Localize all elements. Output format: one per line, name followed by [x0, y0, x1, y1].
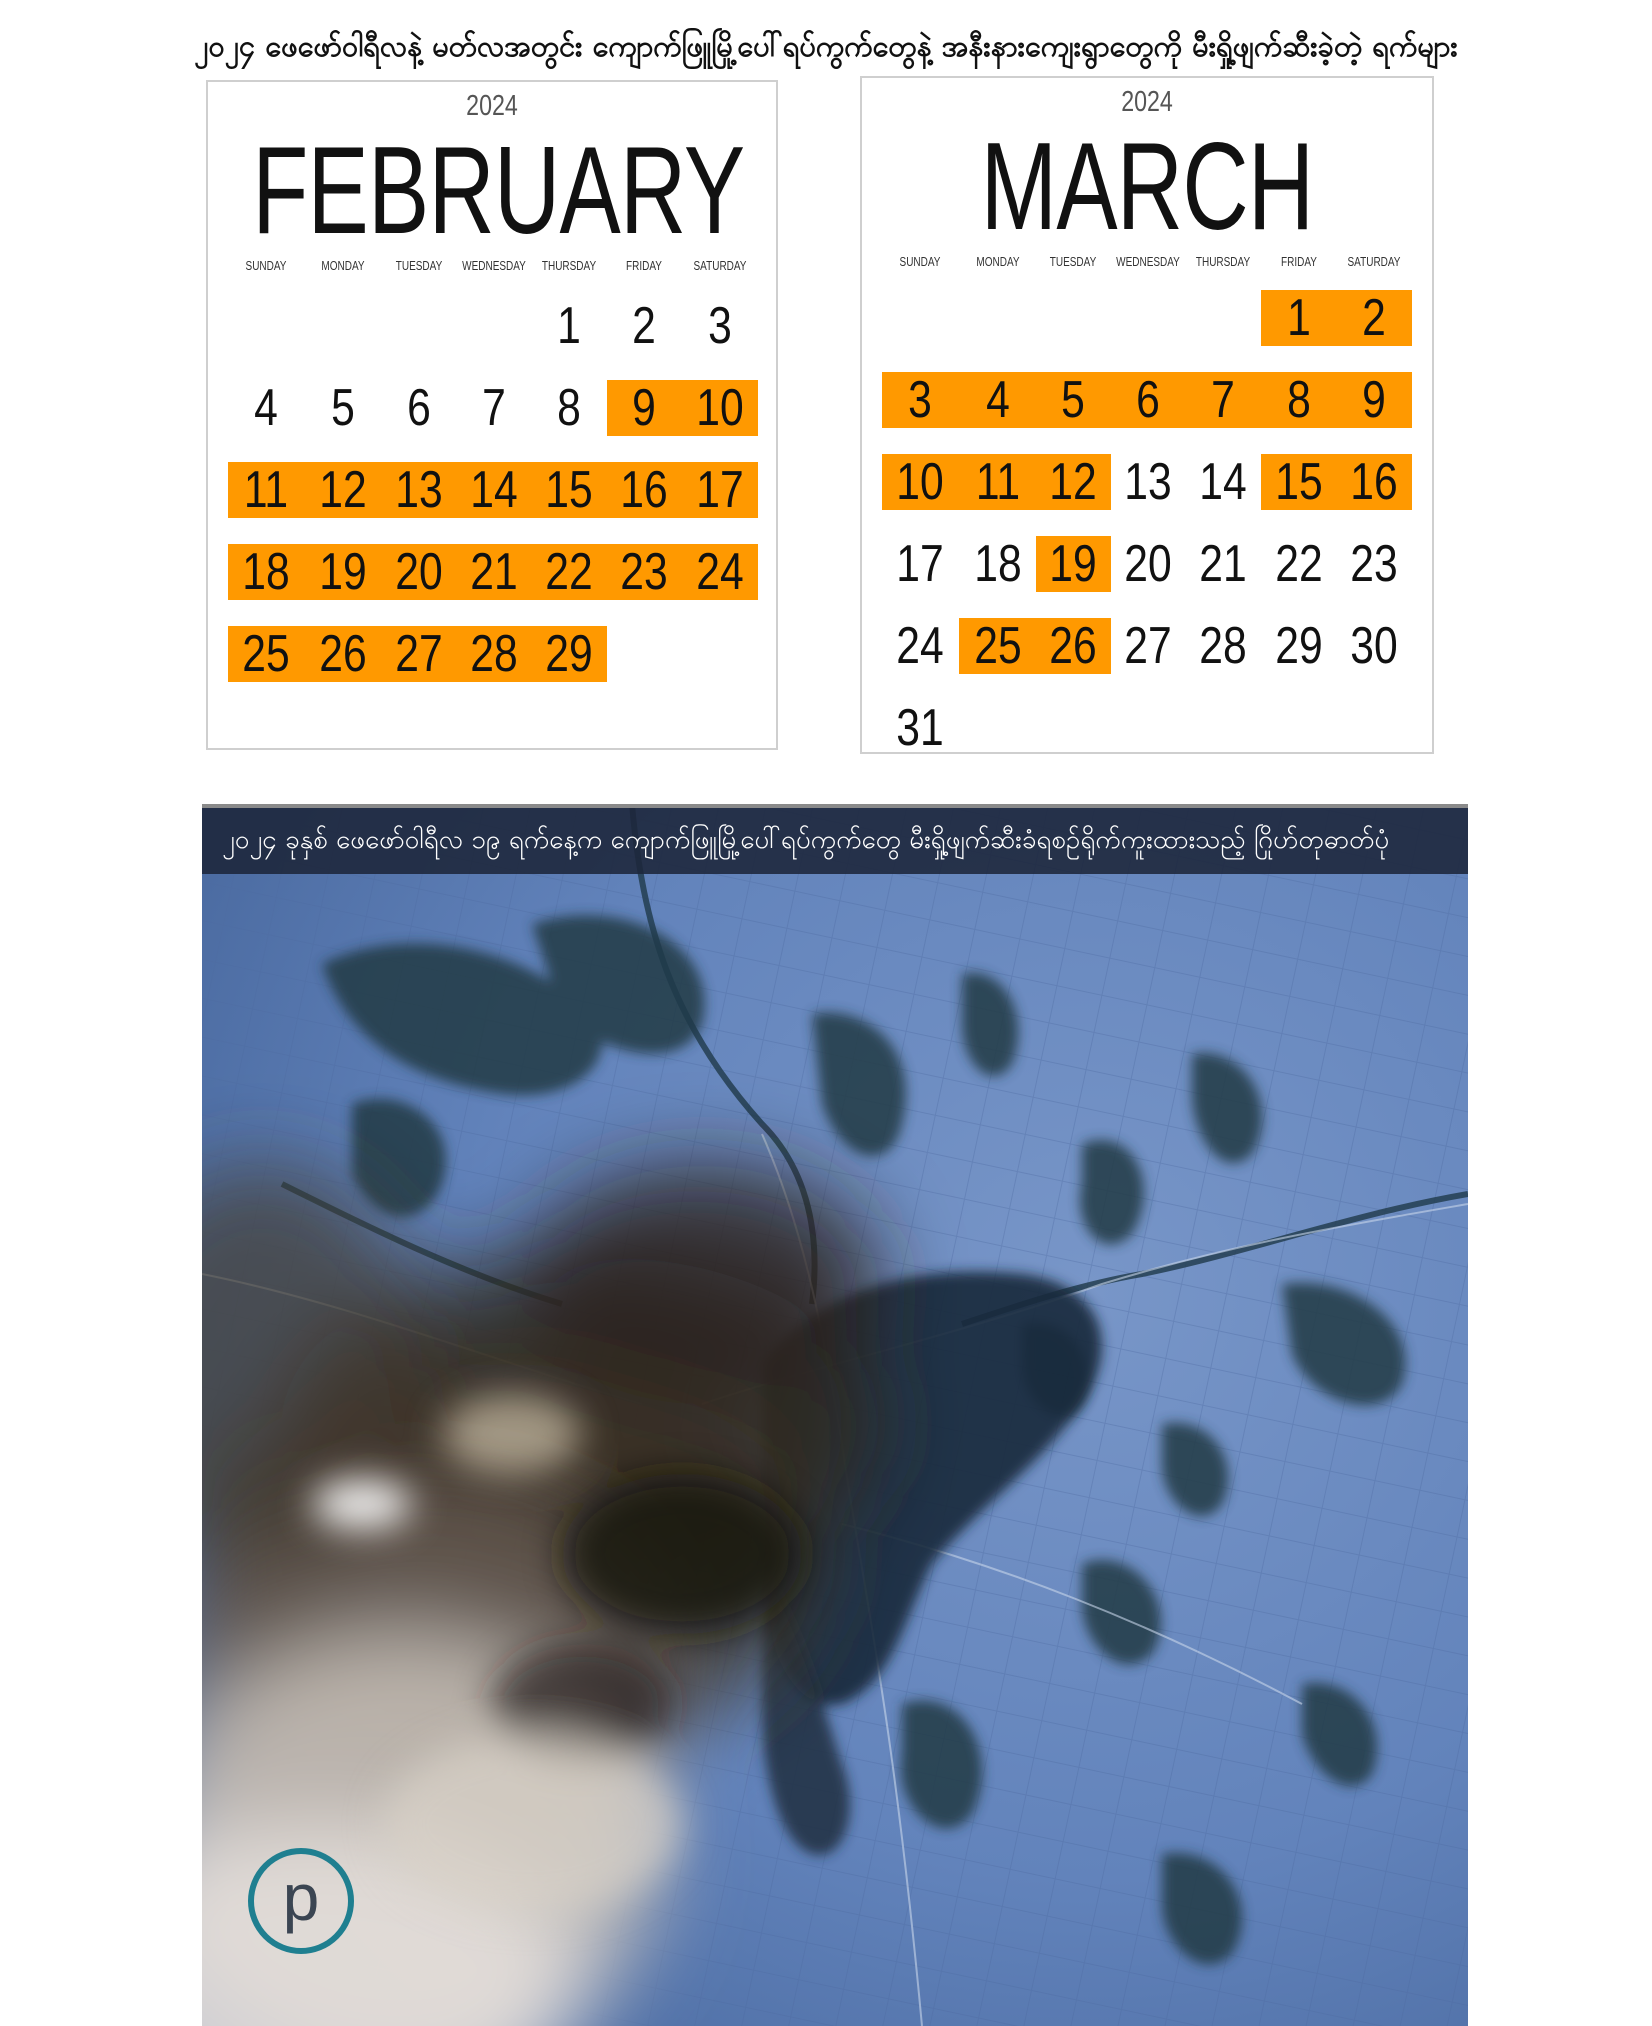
- day-20-highlighted: 20: [395, 543, 443, 601]
- day-17: 17: [896, 535, 944, 593]
- day-9-highlighted: 9: [632, 379, 656, 437]
- weekday-saturday: SATURDAY: [1347, 255, 1401, 269]
- day-14: 14: [1199, 453, 1247, 511]
- day-20: 20: [1124, 535, 1172, 593]
- image-caption: ၂၀၂၄ ခုနှစ် ဖေဖော်ဝါရီလ ၁၉ ရက်နေ့က ကျောက်ဖြူမြို့ပေါ်ရပ်ကွက်တွေ မီးရှို့ဖျက်ဆီးခံရစဉ်ရိုက်ကူးထားသည့် ဂြိုဟ်တုဓာတ်ပုံ: [222, 825, 1390, 855]
- day-2: 2: [632, 297, 656, 355]
- day-3-highlighted: 3: [908, 371, 932, 429]
- day-10-highlighted: 10: [696, 379, 744, 437]
- day-1: 1: [557, 297, 581, 355]
- day-13: 13: [1124, 453, 1172, 511]
- day-26-highlighted: 26: [319, 625, 367, 683]
- calendar-month-title: MARCH: [980, 118, 1314, 256]
- day-28-highlighted: 28: [470, 625, 518, 683]
- logo-letter: p: [282, 1860, 320, 1934]
- caption-bar: [202, 804, 1468, 874]
- day-8: 8: [557, 379, 581, 437]
- day-18: 18: [974, 535, 1022, 593]
- day-19-highlighted: 19: [319, 543, 367, 601]
- day-5: 5: [331, 379, 355, 437]
- weekday-monday: MONDAY: [321, 259, 365, 273]
- day-19-highlighted: 19: [1049, 535, 1097, 593]
- weekday-wednesday: WEDNESDAY: [462, 259, 526, 273]
- calendar-year: 2024: [1121, 86, 1173, 118]
- day-16-highlighted: 16: [620, 461, 668, 519]
- calendar-february: [206, 80, 778, 750]
- weekday-tuesday: TUESDAY: [395, 259, 443, 273]
- day-21: 21: [1199, 535, 1247, 593]
- weekday-monday: MONDAY: [976, 255, 1020, 269]
- day-29: 29: [1275, 617, 1323, 675]
- day-25-highlighted: 25: [242, 625, 290, 683]
- day-24-highlighted: 24: [696, 543, 744, 601]
- weekday-tuesday: TUESDAY: [1049, 255, 1097, 269]
- day-28: 28: [1199, 617, 1247, 675]
- day-23-highlighted: 23: [620, 543, 668, 601]
- headline: ၂၀၂၄ ဖေဖော်ဝါရီလနဲ့ မတ်လအတွင်း ကျောက်ဖြူမြို့ပေါ်ရပ်ကွက်တွေနဲ့ အနီးနားကျေးရွာတွေကို မီးရှို့ဖျက်ဆီးခဲ့တဲ့ ရက်များ: [194, 29, 1458, 63]
- day-24: 24: [896, 617, 944, 675]
- publisher-logo: [246, 1846, 356, 1956]
- day-6-highlighted: 6: [1136, 371, 1160, 429]
- day-5-highlighted: 5: [1061, 371, 1085, 429]
- day-12-highlighted: 12: [319, 461, 367, 519]
- satellite-imagery: [202, 804, 1468, 2026]
- day-6: 6: [407, 379, 431, 437]
- day-26-highlighted: 26: [1049, 617, 1097, 675]
- day-14-highlighted: 14: [470, 461, 518, 519]
- day-18-highlighted: 18: [242, 543, 290, 601]
- weekday-friday: FRIDAY: [626, 259, 662, 273]
- weekday-saturday: SATURDAY: [693, 259, 747, 273]
- day-31: 31: [896, 699, 944, 757]
- day-15-highlighted: 15: [1275, 453, 1323, 511]
- weekday-sunday: SUNDAY: [899, 255, 941, 269]
- day-7-highlighted: 7: [1211, 371, 1235, 429]
- weekday-friday: FRIDAY: [1281, 255, 1317, 269]
- day-10-highlighted: 10: [896, 453, 944, 511]
- day-27-highlighted: 27: [395, 625, 443, 683]
- day-7: 7: [482, 379, 506, 437]
- day-30: 30: [1350, 617, 1398, 675]
- day-21-highlighted: 21: [470, 543, 518, 601]
- weekday-thursday: THURSDAY: [541, 259, 597, 273]
- day-13-highlighted: 13: [395, 461, 443, 519]
- day-27: 27: [1124, 617, 1172, 675]
- day-1-highlighted: 1: [1287, 289, 1311, 347]
- satellite-image: [202, 804, 1468, 2026]
- day-11-highlighted: 11: [975, 453, 1021, 511]
- day-29-highlighted: 29: [545, 625, 593, 683]
- day-15-highlighted: 15: [545, 461, 593, 519]
- day-8-highlighted: 8: [1287, 371, 1311, 429]
- calendar-year: 2024: [466, 90, 518, 122]
- day-3: 3: [708, 297, 732, 355]
- day-9-highlighted: 9: [1362, 371, 1386, 429]
- day-grid: [208, 82, 776, 748]
- day-2-highlighted: 2: [1362, 289, 1386, 347]
- day-16-highlighted: 16: [1350, 453, 1398, 511]
- day-4-highlighted: 4: [986, 371, 1010, 429]
- day-17-highlighted: 17: [696, 461, 744, 519]
- day-25-highlighted: 25: [974, 617, 1022, 675]
- day-11-highlighted: 11: [243, 461, 289, 519]
- weekday-sunday: SUNDAY: [245, 259, 287, 273]
- day-4: 4: [254, 379, 278, 437]
- calendar-month-title: FEBRUARY: [252, 122, 745, 260]
- weekday-wednesday: WEDNESDAY: [1116, 255, 1180, 269]
- day-grid: [862, 78, 1432, 757]
- weekday-thursday: THURSDAY: [1195, 255, 1251, 269]
- day-22-highlighted: 22: [545, 543, 593, 601]
- calendar-march: [860, 76, 1434, 757]
- day-22: 22: [1275, 535, 1323, 593]
- day-23: 23: [1350, 535, 1398, 593]
- day-12-highlighted: 12: [1049, 453, 1097, 511]
